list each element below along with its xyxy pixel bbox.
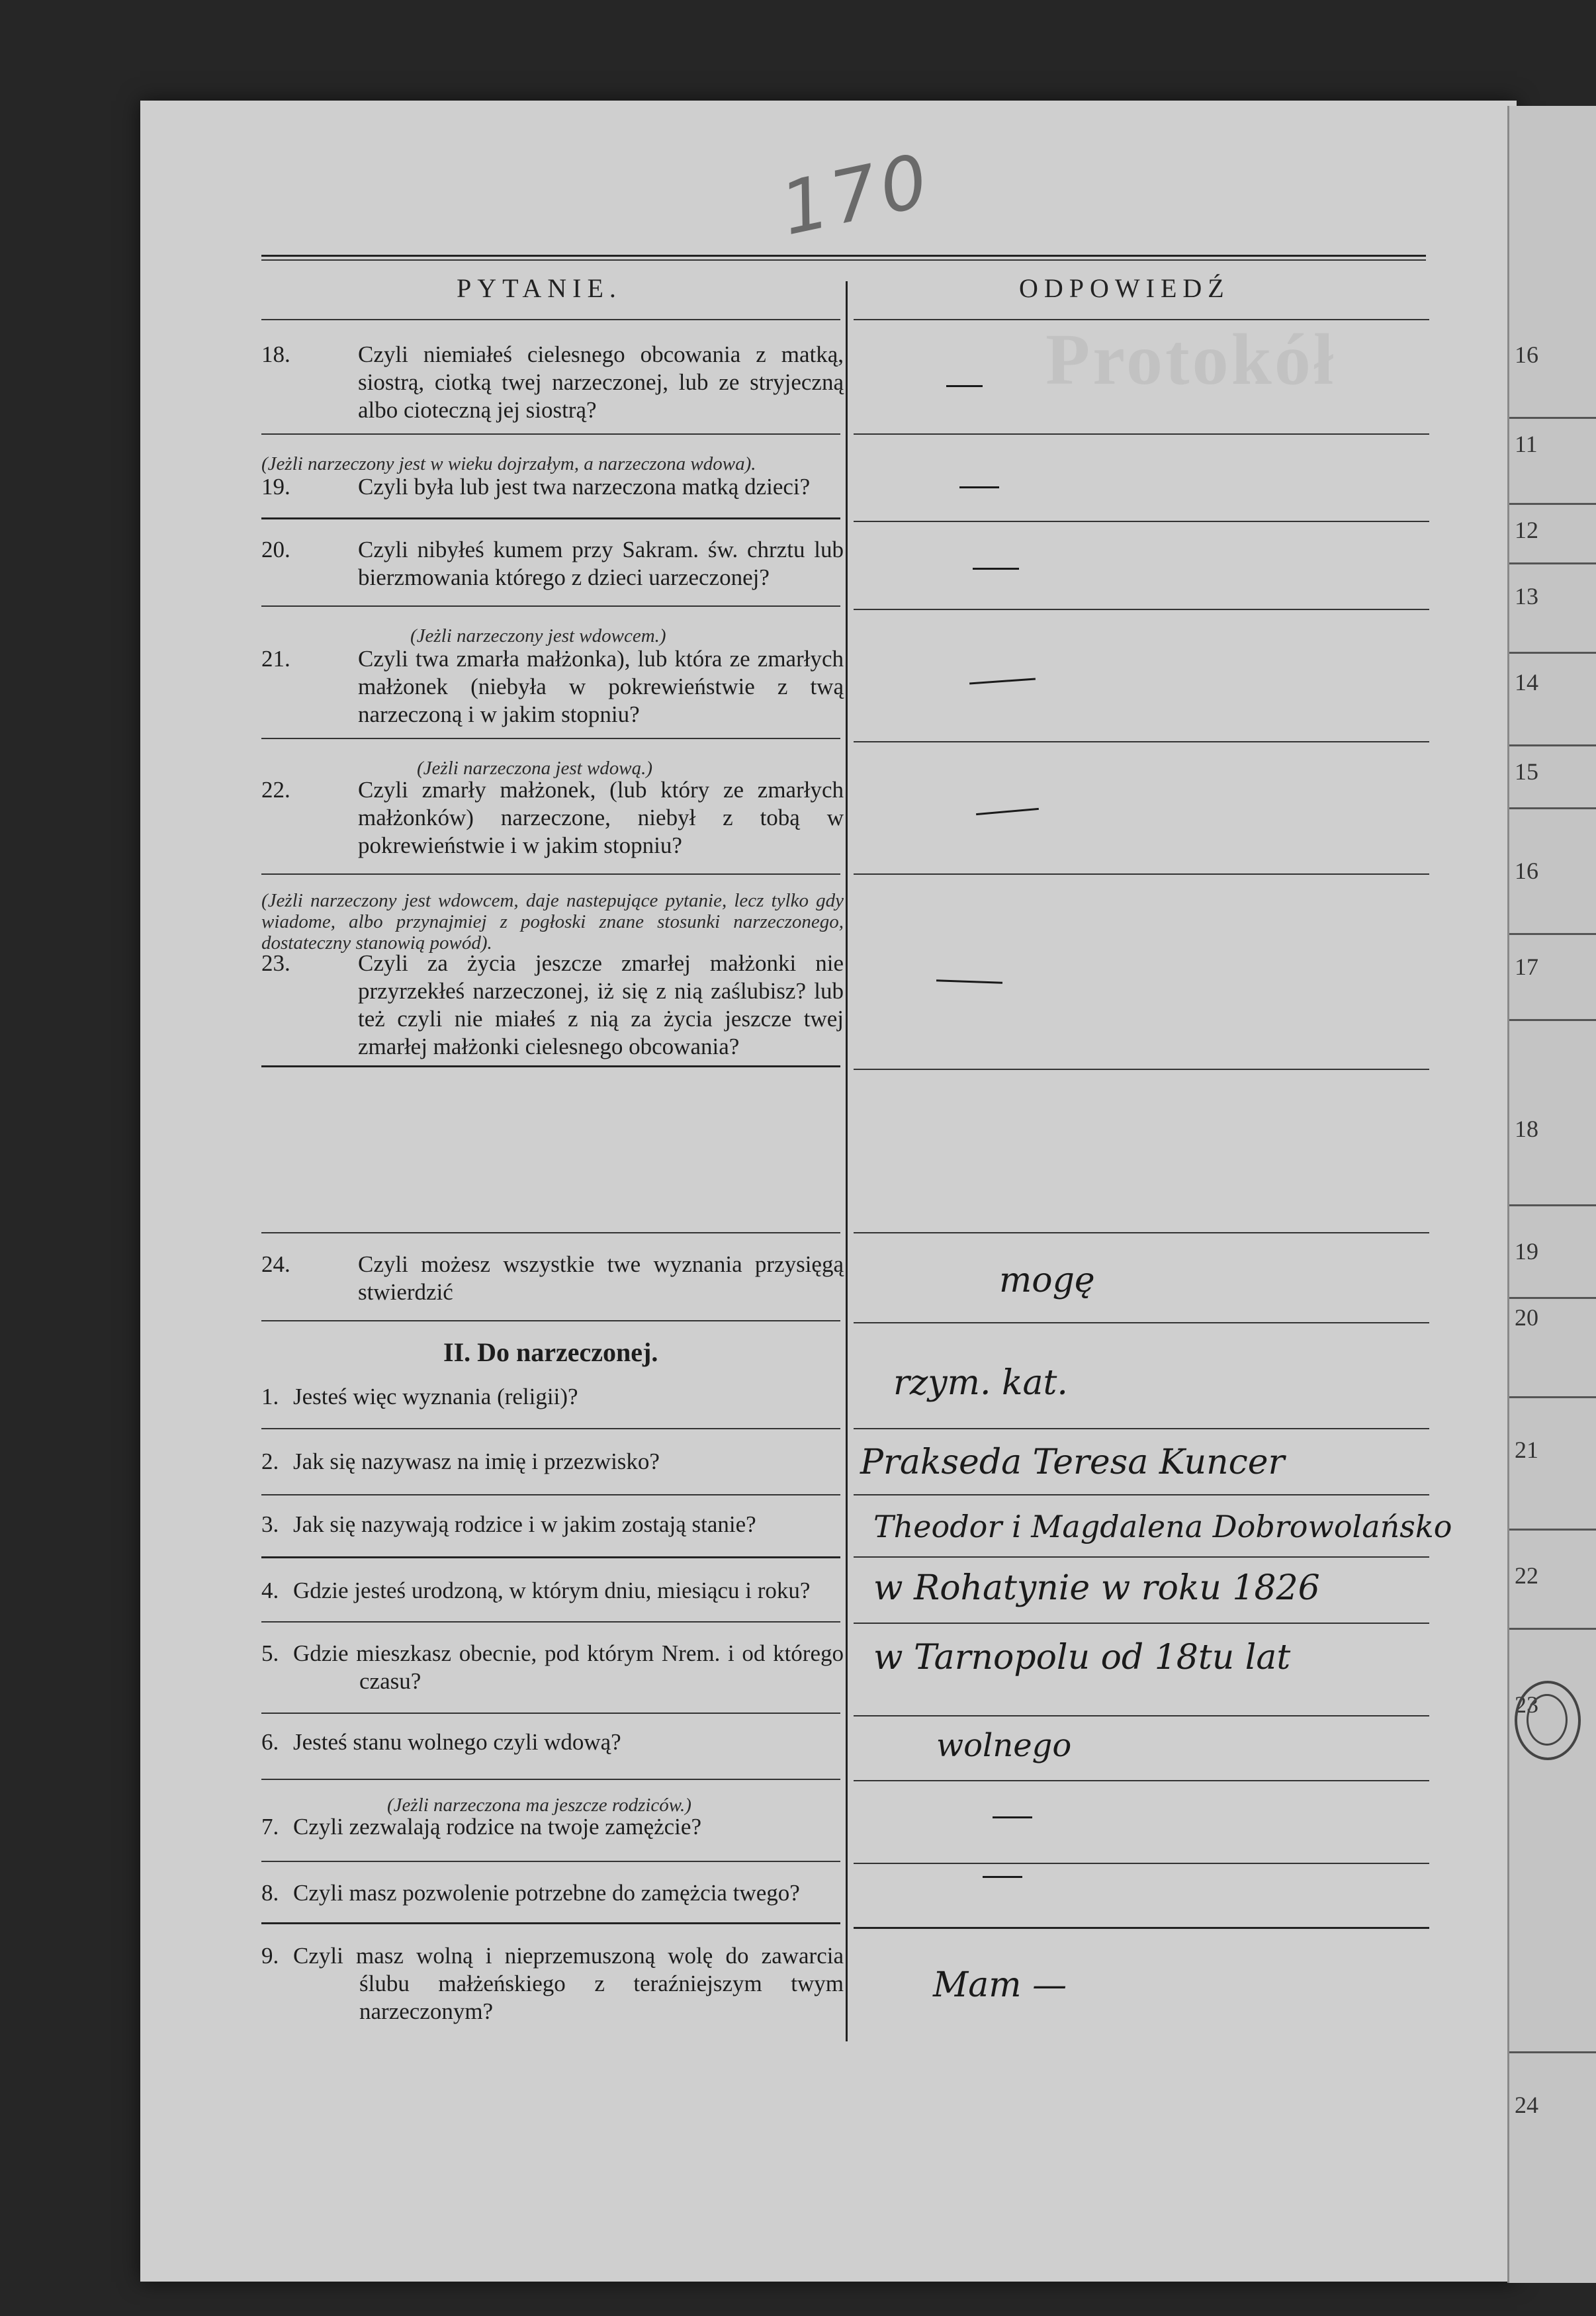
edge-number: 19 (1515, 1238, 1538, 1265)
answer-status: wolnego (936, 1727, 1072, 1764)
row-rule (854, 1232, 1429, 1233)
question-19-note: (Jeżli narzeczony jest w wieku dojrzałym, a narzeczona wdowa). (261, 453, 756, 474)
row-rule (854, 1556, 1429, 1558)
edge-number: 14 (1515, 669, 1538, 695)
edge-number: 12 (1515, 517, 1538, 543)
row-rule (261, 433, 840, 435)
edge-number: 17 (1515, 954, 1538, 980)
answer-free-will: Mam — (933, 1965, 1067, 2005)
question-23: 23. Czyli za życia jeszcze zmarłej małżonki nie przyrzekłeś narzeczonej, iż się z nią zaślubisz? lub też czyli nie miałeś z nią za życia jeszcze twej zmarłej małżonki cielesnego obcowania? (261, 950, 844, 1059)
bleed-through-text: Protokół (1045, 319, 1337, 400)
answer-dash (993, 1816, 1032, 1818)
row-rule (261, 1713, 840, 1714)
row-rule (854, 1780, 1429, 1781)
question-22: 22. Czyli zmarły małżonek, (lub który ze zmarłych małżonków) narzeczone, niebył z tobą w pokrewieństwie i w jakim stopniu? (261, 777, 844, 858)
question-24: 24. Czyli możesz wszystkie twe wyznania przysięgą stwierdzić (261, 1251, 844, 1305)
row-rule (854, 1927, 1429, 1929)
edge-number: 18 (1515, 1116, 1538, 1142)
header-question: PYTANIE. (457, 273, 622, 303)
row-rule (854, 1322, 1429, 1323)
section2-question-4: 4. Gdzie jesteś urodzoną, w którym dniu, miesiącu i roku? (261, 1578, 811, 1603)
row-rule (261, 1556, 840, 1558)
question-18: 18. Czyli niemiałeś cielesnego obcowania z matką, siostrą, ciotką twej narzeczonej, lub ze stryjeczną albo cioteczną jej siostrą? (261, 341, 844, 423)
row-rule (261, 1861, 840, 1862)
edge-number: 24 (1515, 2092, 1538, 2118)
row-rule (261, 1494, 840, 1495)
row-rule (854, 609, 1429, 610)
archive-stamp (1515, 1681, 1581, 1760)
answer-dash (946, 385, 983, 387)
answer-name: Prakseda Teresa Kuncer (860, 1443, 1285, 1482)
section2-question-8: 8. Czyli masz pozwolenie potrzebne do zamężcia twego? (261, 1880, 800, 1906)
folio-number: 170 (774, 137, 939, 252)
row-rule (854, 1623, 1429, 1624)
edge-number: 20 (1515, 1304, 1538, 1331)
edge-number: 11 (1515, 431, 1538, 457)
edge-number: 16 (1515, 858, 1538, 884)
section2-question-7: 7. Czyli zezwalają rodzice na twoje zamężcie? (261, 1814, 701, 1840)
row-rule (854, 741, 1429, 742)
section2-question-1: 1. Jesteś więc wyznania (religii)? (261, 1384, 578, 1409)
row-rule (261, 1065, 840, 1067)
top-rule (261, 255, 1426, 257)
next-page-edge (1507, 106, 1596, 2283)
top-rule-2 (261, 259, 1426, 261)
edge-number: 13 (1515, 583, 1538, 609)
row-rule (854, 1715, 1429, 1716)
question-23-note: (Jeżli narzeczony jest wdowcem, daje nastepujące pytanie, lecz tylko gdy wiadome, albo przynajmiej z pogłoski znane stosunki narzeczonego, dostateczny stanowią powód). (261, 890, 844, 954)
row-rule (854, 1428, 1429, 1429)
column-divider (846, 281, 848, 2041)
answer-24: mogę (999, 1261, 1095, 1300)
row-rule (854, 319, 1429, 320)
row-rule (261, 319, 840, 320)
edge-number: 21 (1515, 1437, 1538, 1463)
row-rule (261, 605, 840, 607)
row-rule (854, 521, 1429, 522)
row-rule (261, 1320, 840, 1321)
edge-number: 15 (1515, 758, 1538, 785)
section-2-title: II. Do narzeczonej. (443, 1337, 658, 1367)
edge-number: 22 (1515, 1562, 1538, 1589)
question-19: 19. Czyli była lub jest twa narzeczona matką dzieci? (261, 474, 811, 500)
row-rule (261, 873, 840, 875)
section2-question-2: 2. Jak się nazywasz na imię i przezwisko? (261, 1448, 660, 1474)
answer-dash (973, 568, 1019, 570)
question-21-note: (Jeżli narzeczony jest wdowcem.) (410, 625, 666, 646)
header-answer: ODPOWIEDŹ (1019, 273, 1230, 303)
row-rule (854, 1494, 1429, 1495)
answer-religion: rzym. kat. (893, 1363, 1068, 1403)
row-rule (261, 1621, 840, 1623)
row-rule (854, 873, 1429, 875)
section2-question-5: 5. Gdzie mieszkasz obecnie, pod którym Nrem. i od którego czasu? (261, 1640, 844, 1694)
answer-residence: w Tarnopolu od 18tu lat (873, 1638, 1291, 1677)
row-rule (854, 1863, 1429, 1864)
section2-question-3: 3. Jak się nazywają rodzice i w jakim zostają stanie? (261, 1511, 756, 1537)
row-rule (854, 433, 1429, 435)
row-rule (261, 517, 840, 519)
section2-question-6: 6. Jesteś stanu wolnego czyli wdową? (261, 1729, 621, 1755)
row-rule (854, 1069, 1429, 1070)
row-rule (261, 1779, 840, 1780)
question-21: 21. Czyli twa zmarła małżonka), lub która ze zmarłych małżonek (niebyła w pokrewieństwie z twą narzeczoną i w jakim stopniu? (261, 646, 844, 727)
answer-parents: Theodor i Magdalena Dobrowolańsko (873, 1509, 1452, 1544)
row-rule (261, 1428, 840, 1429)
section2-question-7-note: (Jeżli narzeczona ma jeszcze rodziców.) (387, 1795, 691, 1816)
edge-number: 23 (1515, 1691, 1538, 1718)
answer-dash (983, 1876, 1022, 1878)
answer-dash (959, 486, 999, 488)
section2-question-9: 9. Czyli masz wolną i nieprzemuszoną wolę do zawarcia ślubu małżeńskiego z teraźniejszym twym narzeczonym? (261, 1943, 844, 2024)
row-rule (261, 1232, 840, 1233)
question-22-note: (Jeżli narzeczona jest wdową.) (417, 758, 653, 779)
row-rule (261, 738, 840, 739)
row-rule (261, 1922, 840, 1924)
question-20: 20. Czyli nibyłeś kumem przy Sakram. św. chrztu lub bierzmowania którego z dzieci uarzeczonej? (261, 537, 844, 590)
answer-birth: w Rohatynie w roku 1826 (873, 1568, 1320, 1608)
edge-number: 16 (1515, 341, 1538, 368)
